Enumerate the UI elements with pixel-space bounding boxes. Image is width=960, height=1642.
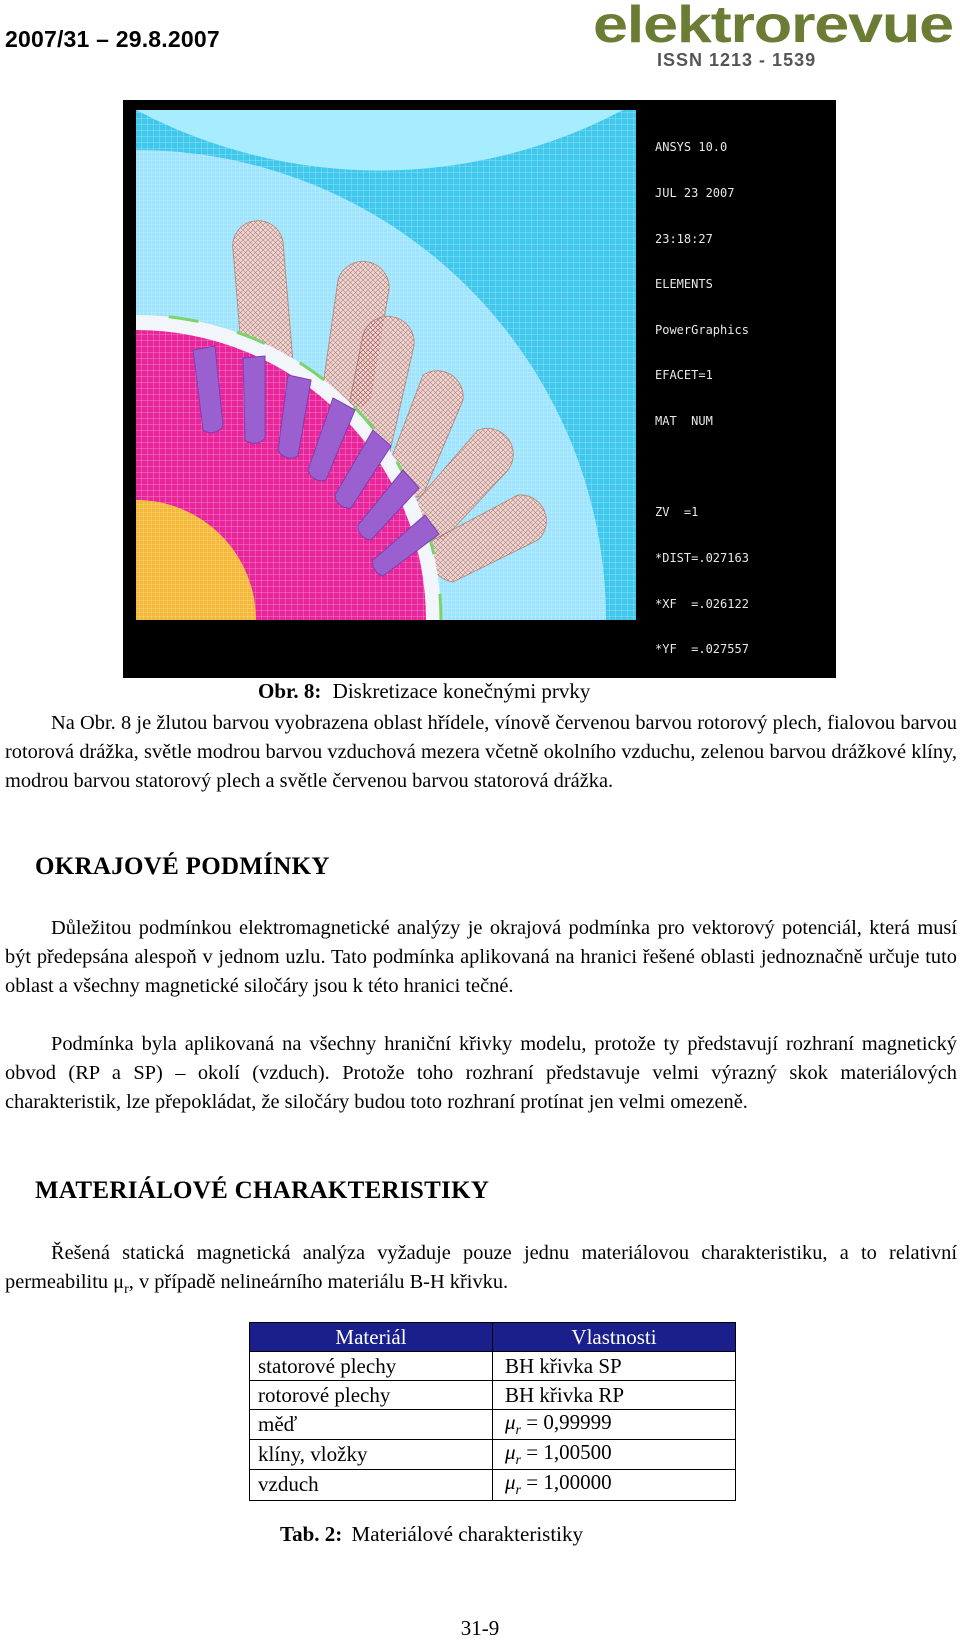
paragraph-4-text-end: , v případě nelineárního materiálu B-H křivku. <box>128 1271 509 1293</box>
info-line: *XF =.026122 <box>655 596 749 611</box>
table-cell-material: rotorové plechy <box>250 1381 493 1410</box>
table-caption-label: Tab. 2: <box>280 1522 343 1546</box>
info-line: EFACET=1 <box>655 368 713 383</box>
table-cell-material: klíny, vložky <box>250 1440 493 1470</box>
table-cell-property <box>493 1410 736 1440</box>
mu-symbol: μ <box>505 1410 516 1434</box>
info-line: *YF =.027557 <box>655 642 749 657</box>
page-number: 31-9 <box>460 1616 500 1640</box>
info-line: PowerGraphics <box>655 322 749 337</box>
mu-subscript: r <box>515 1483 521 1499</box>
mu-value: = 1,00000 <box>526 1470 612 1495</box>
table-cell-property: BH křivka SP <box>493 1352 736 1381</box>
info-line: JUL 23 2007 <box>655 186 735 201</box>
table-cell-property <box>493 1470 736 1500</box>
heading-boundary-conditions: OKRAJOVÉ PODMÍNKY <box>35 853 330 880</box>
table-row <box>250 1381 736 1410</box>
info-line: 23:18:27 <box>655 231 713 246</box>
table-header-properties: Vlastnosti <box>493 1323 736 1352</box>
table-cell-property: BH křivka RP <box>493 1381 736 1410</box>
table-cell-material: statorové plechy <box>250 1352 493 1381</box>
svg-text:elektrorevue: elektrorevue <box>593 0 954 54</box>
figure-caption-label: Obr. 8: <box>258 679 322 703</box>
mu-subscript: r <box>124 1282 129 1298</box>
mu-symbol: μ <box>505 1470 516 1495</box>
table-row <box>250 1352 736 1381</box>
ansys-info-panel <box>655 110 749 678</box>
paragraph-2 <box>5 914 957 1001</box>
figure-caption-text: Diskretizace konečnými prvky <box>332 679 591 703</box>
heading-material-characteristics: MATERIÁLOVÉ CHARAKTERISTIKY <box>35 1177 490 1204</box>
paragraph-1 <box>5 709 957 796</box>
info-line: ELEMENTS <box>655 277 713 292</box>
paragraph-4-text: Řešená statická magnetická analýza vyžaduje pouze jednu materiálovou charakteristiku, a to relativní permeabilitu μ <box>5 1242 957 1293</box>
table-row <box>250 1440 736 1470</box>
table-cell-material: měď <box>250 1410 493 1440</box>
paragraph-4 <box>5 1239 957 1304</box>
mu-symbol: μ <box>505 1440 516 1465</box>
table-cell-property <box>493 1440 736 1470</box>
table-row <box>250 1410 736 1440</box>
elektrorevue-logo <box>585 0 960 80</box>
issue-date: 2007/31 – 29.8.2007 <box>5 26 220 52</box>
mu-value: = 0,99999 <box>526 1410 612 1434</box>
figure-caption <box>258 679 590 704</box>
table-header-row <box>250 1323 736 1352</box>
info-line <box>655 460 749 475</box>
info-line: ZV =1 <box>655 505 699 520</box>
table-cell-material: vzduch <box>250 1470 493 1500</box>
info-line: ANSYS 10.0 <box>655 140 728 155</box>
info-line: MAT NUM <box>655 414 713 429</box>
paragraph-2-text: Důležitou podmínkou elektromagnetické analýzy je okrajová podmínka pro vektorový potenciál, která musí být předepsána alespoň v jednom uzlu. Tato podmínka aplikovaná na hranici řešené oblasti jednoznačně určuje tuto oblast a všechny magnetické siločáry jsou k této hranici tečné. <box>5 917 957 997</box>
table-caption <box>280 1522 583 1547</box>
mu-subscript: r <box>515 1423 521 1439</box>
table-caption-text: Materiálové charakteristiky <box>351 1522 583 1546</box>
paragraph-3 <box>5 1030 957 1117</box>
material-table <box>249 1322 736 1501</box>
mu-value: = 1,00500 <box>526 1440 612 1465</box>
mu-subscript: r <box>515 1453 521 1469</box>
paragraph-1-text: Na Obr. 8 je žlutou barvou vyobrazena oblast hřídele, vínově červenou barvou rotorový plech, fialovou barvou rotorová drážka, světle modrou barvou vzduchová mezera včetně okolního vzduchu, zelenou barvou drážkové klíny, modrou barvou statorový plech a světle červenou barvou statorová drážka. <box>5 712 957 792</box>
table-header-material: Materiál <box>250 1323 493 1352</box>
info-line: *DIST=.027163 <box>655 550 749 565</box>
fem-mesh-figure <box>123 100 836 678</box>
svg-text:ISSN 1213 - 1539: ISSN 1213 - 1539 <box>657 50 817 70</box>
table-row <box>250 1470 736 1500</box>
paragraph-3-text: Podmínka byla aplikovaná na všechny hraniční křivky modelu, protože ty představují rozhraní magnetický obvod (RP a SP) – okolí (vzduch). Protože toho rozhraní představuje velmi výrazný skok materiálových charakteristik, lze přepokládat, že siločáry budou toto rozhraní protínat jen velmi omezeně. <box>5 1033 957 1113</box>
